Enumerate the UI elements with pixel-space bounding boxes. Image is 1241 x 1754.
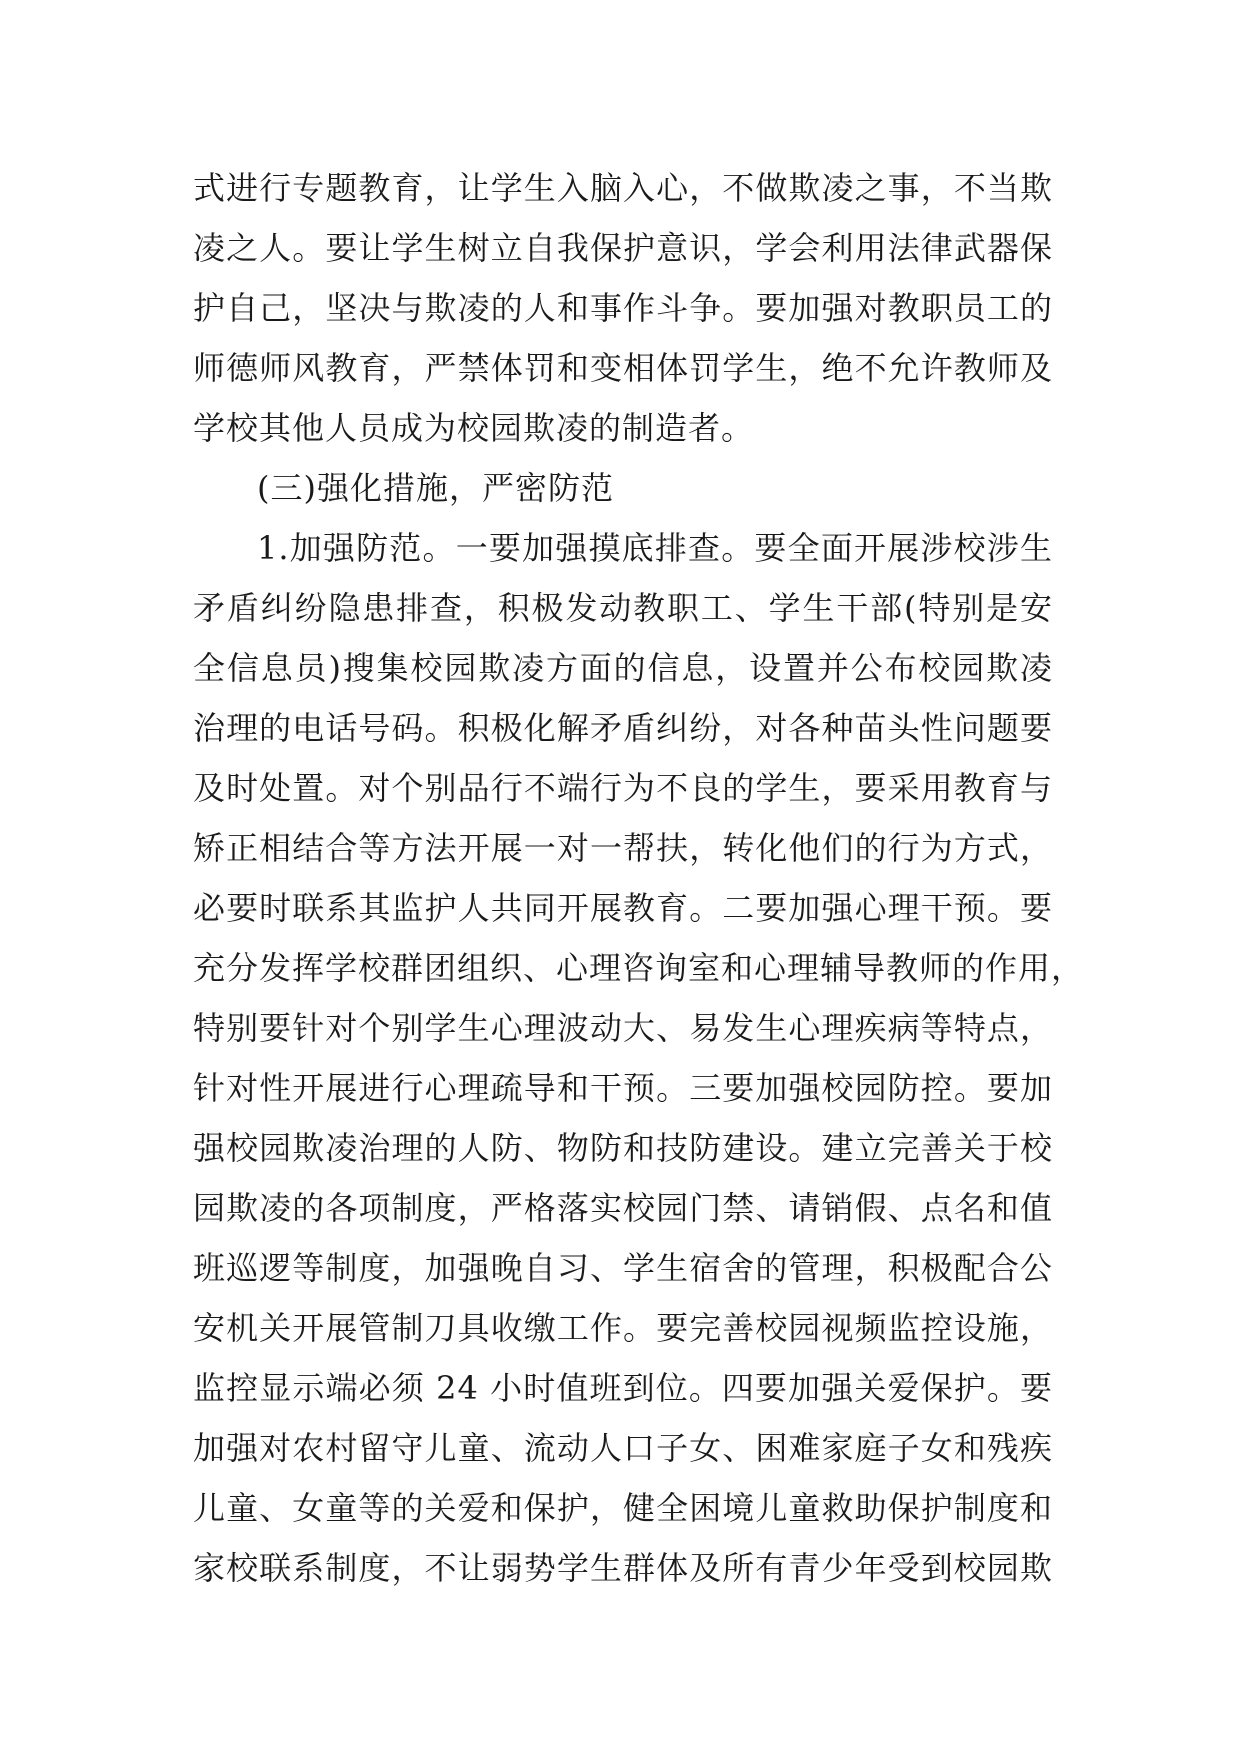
text-line: 特别要针对个别学生心理波动大、易发生心理疾病等特点，	[193, 1009, 1053, 1047]
text-line: 师德师风教育，严禁体罚和变相体罚学生，绝不允许教师及	[193, 349, 1053, 387]
text-line: 针对性开展进行心理疏导和干预。三要加强校园防控。要加	[193, 1069, 1053, 1107]
text-line: 全信息员)搜集校园欺凌方面的信息，设置并公布校园欺凌	[193, 649, 1053, 687]
text-line: 护自己，坚决与欺凌的人和事作斗争。要加强对教职员工的	[193, 289, 1053, 327]
text-line: 安机关开展管制刀具收缴工作。要完善校园视频监控设施，	[193, 1309, 1053, 1347]
section-heading: (三)强化措施，严密防范	[257, 469, 614, 507]
text-line: 1.加强防范。一要加强摸底排查。要全面开展涉校涉生	[257, 529, 1053, 567]
text-line: 必要时联系其监护人共同开展教育。二要加强心理干预。要	[193, 889, 1053, 927]
text-line: 班巡逻等制度，加强晚自习、学生宿舍的管理，积极配合公	[193, 1249, 1053, 1287]
text-line: 充分发挥学校群团组织、心理咨询室和心理辅导教师的作用，	[193, 949, 1085, 987]
text-line: 强校园欺凌治理的人防、物防和技防建设。建立完善关于校	[193, 1129, 1053, 1167]
text-line: 式进行专题教育，让学生入脑入心，不做欺凌之事，不当欺	[193, 169, 1053, 207]
body-text	[193, 158, 1085, 1598]
text-line: 及时处置。对个别品行不端行为不良的学生，要采用教育与	[193, 769, 1053, 807]
text-line: 家校联系制度，不让弱势学生群体及所有青少年受到校园欺	[193, 1549, 1053, 1587]
text-line: 矫正相结合等方法开展一对一帮扶，转化他们的行为方式，	[193, 829, 1053, 867]
text-line: 监控显示端必须 24 小时值班到位。四要加强关爱保护。要	[193, 1369, 1053, 1407]
text-line: 矛盾纠纷隐患排查，积极发动教职工、学生干部(特别是安	[193, 589, 1053, 627]
text-line: 加强对农村留守儿童、流动人口子女、困难家庭子女和残疾	[193, 1429, 1053, 1467]
text-line: 凌之人。要让学生树立自我保护意识，学会利用法律武器保	[193, 229, 1053, 267]
text-line: 学校其他人员成为校园欺凌的制造者。	[193, 409, 755, 447]
text-line: 园欺凌的各项制度，严格落实校园门禁、请销假、点名和值	[193, 1189, 1053, 1227]
text-line: 治理的电话号码。积极化解矛盾纠纷，对各种苗头性问题要	[193, 709, 1053, 747]
text-line: 儿童、女童等的关爱和保护，健全困境儿童救助保护制度和	[193, 1489, 1053, 1527]
